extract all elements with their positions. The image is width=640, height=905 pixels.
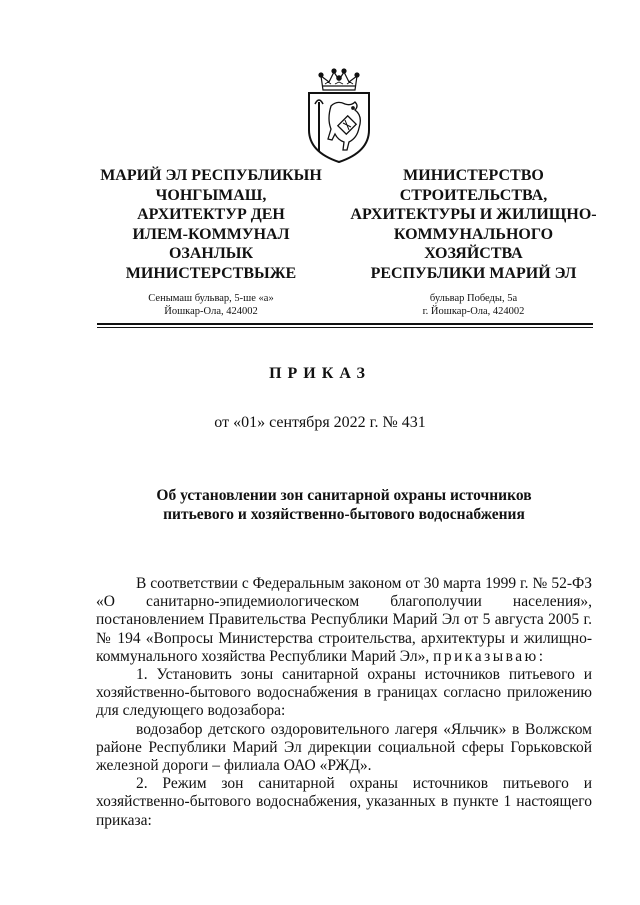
left-org-line: МИНИСТЕРСТВЫЖЕ <box>125 264 297 282</box>
document-body <box>96 575 592 830</box>
right-org-line: КОММУНАЛЬНОГО <box>393 225 554 243</box>
order-keyword: приказываю: <box>433 647 546 665</box>
right-org-line: ХОЗЯЙСТВА <box>424 245 523 262</box>
left-org-line: ОЗАНЛЫК <box>168 245 254 262</box>
left-org-line: ИЛЕМ-КОММУНАЛ <box>132 225 290 243</box>
paragraph-water-intake: водозабор детского оздоровительного лагеря «Яльчик» в Волжском районе Республики Марий Эл дирекции социальной сферы Горьковской железной дороги – филиала ОАО «РЖД». <box>96 720 592 775</box>
right-organization-name <box>346 166 601 283</box>
right-org-line: АРХИТЕКТУРЫ И ЖИЛИЩНО- <box>350 206 597 223</box>
document-date-number: от «01» сентября 2022 г. № 431 <box>214 414 426 431</box>
right-address-line: бульвар Победы, 5а <box>429 293 518 304</box>
paragraph-preamble <box>96 575 592 666</box>
coat-of-arms-emblem <box>301 68 377 164</box>
document-title <box>96 486 592 524</box>
right-address-line: г. Йошкар-Ола, 424002 <box>422 306 525 317</box>
document-type-heading: ПРИКАЗ <box>269 365 371 382</box>
left-address-line: Сенымаш бульвар, 5-ше «а» <box>148 293 274 304</box>
paragraph-item-1: 1. Установить зоны санитарной охраны источников питьевого и хозяйственно-бытового водоснабжения в границах согласно приложению для следующего водозабора: <box>96 666 592 720</box>
title-line: питьевого и хозяйственно-бытового водоснабжения <box>163 506 525 523</box>
left-address-line: Йошкар-Ола, 424002 <box>164 306 258 317</box>
crown-icon <box>319 69 359 90</box>
title-line: Об установлении зон санитарной охраны источников <box>156 487 532 504</box>
right-org-line: СТРОИТЕЛЬСТВА, <box>399 186 548 204</box>
header-divider-thick <box>97 323 593 325</box>
right-address <box>346 292 601 318</box>
left-org-line: АРХИТЕКТУР ДЕН <box>137 206 285 223</box>
preamble-text: В соответствии с Федеральным законом от 30 марта 1999 г. № 52-ФЗ «О санитарно-эпидемиологическом благополучии населения», постановлением Правительства Республики Марий Эл от 5 августа 2005 г. № 194 «Вопросы Министерства строительства, архитектуры и жилищно-коммунального хозяйства Республики Марий Эл», <box>96 575 592 665</box>
left-org-line: ЧОНГЫМАШ, <box>155 186 267 204</box>
right-org-line: РЕСПУБЛИКИ МАРИЙ ЭЛ <box>370 264 577 282</box>
left-org-line: МАРИЙ ЭЛ РЕСПУБЛИКЫН <box>100 167 322 184</box>
header-divider-thin <box>97 327 593 328</box>
left-address <box>96 292 326 318</box>
paragraph-item-2: 2. Режим зон санитарной охраны источников питьевого и хозяйственно-бытового водоснабжения, указанных в пункте 1 настоящего приказа: <box>96 775 592 829</box>
right-org-line: МИНИСТЕРСТВО <box>403 167 544 184</box>
left-organization-name <box>96 166 326 283</box>
